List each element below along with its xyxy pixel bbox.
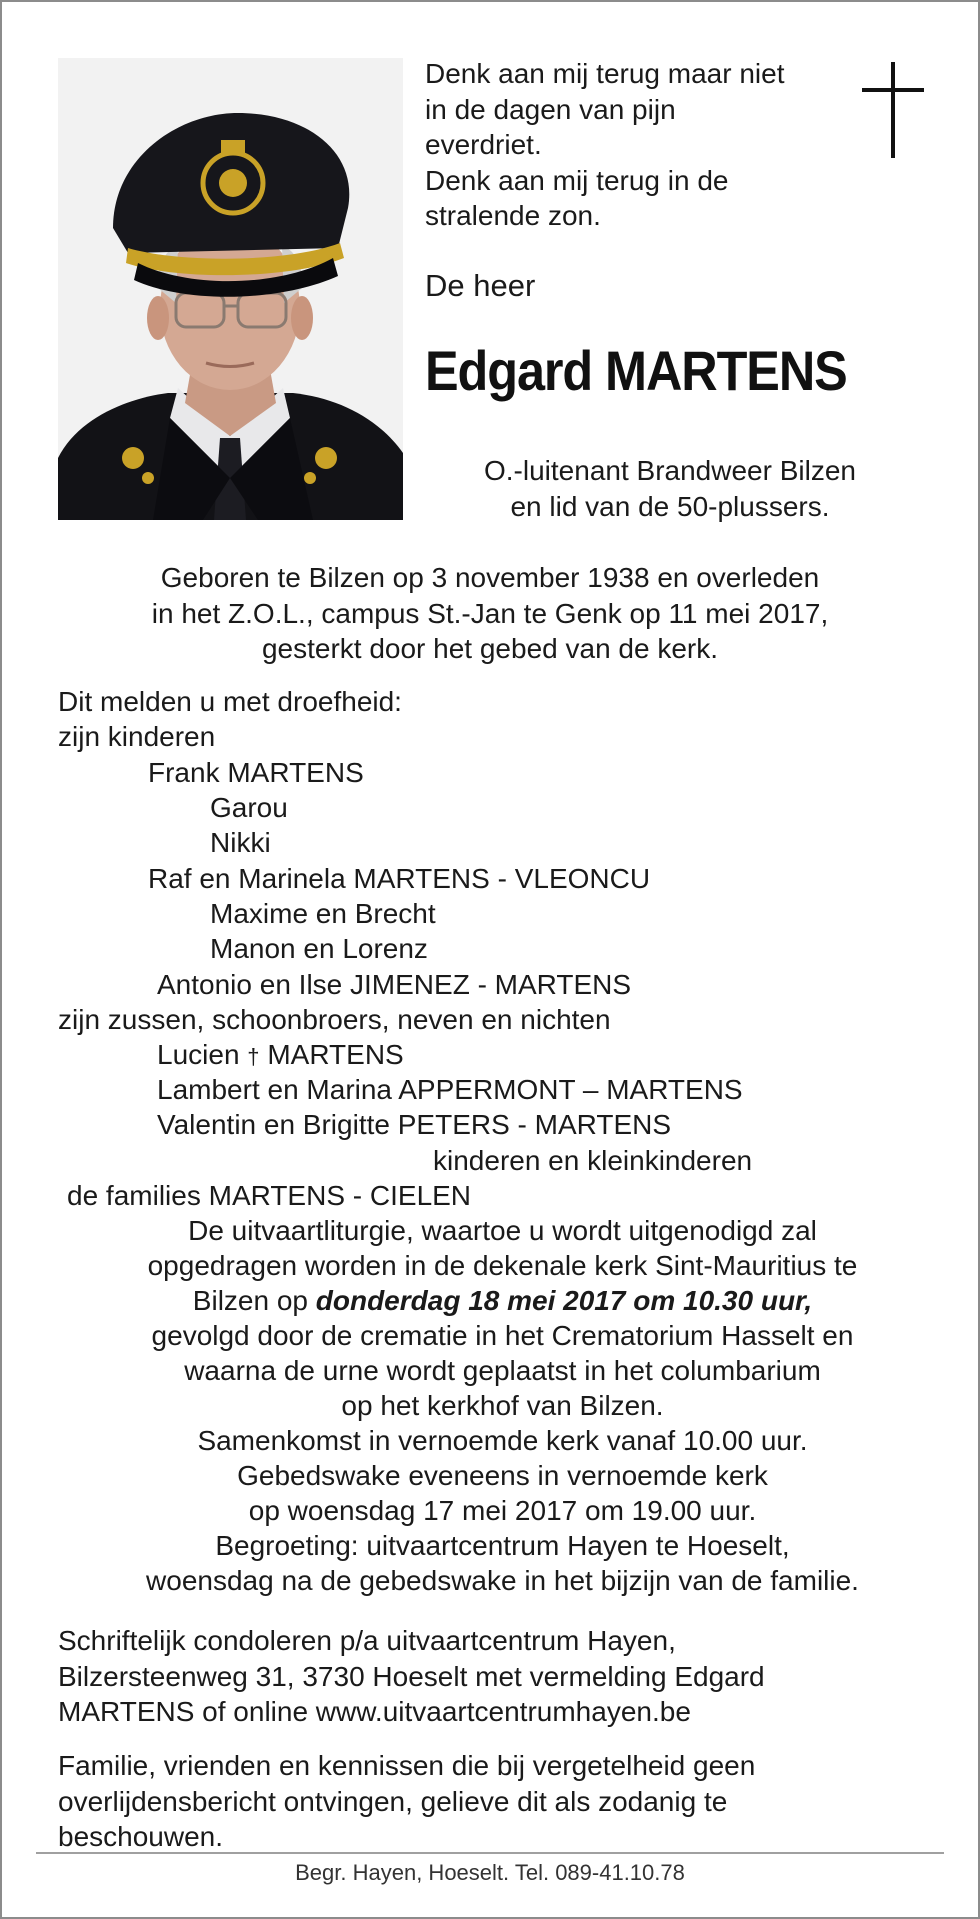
condolence-info bbox=[58, 1623, 948, 1730]
deceased-name: Edgard MARTENS bbox=[425, 339, 847, 402]
funeral-line-prefix: Bilzen op bbox=[192, 1285, 316, 1316]
title-line: en lid van de 50-plussers. bbox=[510, 490, 830, 522]
poem-line: Denk aan mij terug in de bbox=[425, 164, 729, 196]
funeral-line: woensdag na de gebedswake in het bijzijn van de familie. bbox=[146, 1565, 859, 1596]
portrait-photo bbox=[58, 58, 403, 520]
child-name: Raf en Marinela MARTENS - VLEONCU bbox=[148, 863, 651, 894]
funeral-line: op het kerkhof van Bilzen. bbox=[341, 1390, 664, 1421]
deceased-titles bbox=[430, 453, 910, 524]
siblings-children: kinderen en kleinkinderen bbox=[433, 1145, 753, 1176]
funeral-line: op woensdag 17 mei 2017 om 19.00 uur. bbox=[248, 1495, 757, 1526]
funeral-line bbox=[60, 1283, 945, 1318]
child-name: Frank MARTENS bbox=[148, 757, 364, 788]
poem-line: Denk aan mij terug maar niet bbox=[425, 58, 785, 89]
poem-line: stralende zon. bbox=[425, 200, 601, 231]
grandchild-name: Nikki bbox=[210, 827, 271, 858]
families-line: de families MARTENS - CIELEN bbox=[67, 1180, 472, 1211]
deceased-cross-mark: † bbox=[247, 1044, 260, 1069]
funeral-line: Gebedswake eveneens in vernoemde kerk bbox=[237, 1460, 768, 1491]
cross-icon bbox=[862, 62, 924, 158]
footer-divider bbox=[36, 1852, 944, 1854]
funeral-date: donderdag 18 mei 2017 om 10.30 uur, bbox=[315, 1285, 813, 1316]
grandchild-name: Garou bbox=[210, 792, 288, 823]
birth-death-line: gesterkt door het gebed van de kerk. bbox=[261, 633, 719, 664]
poem-line: in de dagen van pijn bbox=[425, 93, 676, 125]
notice-paragraph bbox=[58, 1748, 948, 1855]
salutation: De heer bbox=[425, 268, 536, 303]
sibling-last-name: MARTENS bbox=[267, 1039, 404, 1070]
condolence-line: Schriftelijk condoleren p/a uitvaartcentrum Hayen, bbox=[58, 1625, 676, 1656]
funeral-line: waarna de urne wordt geplaatst in het columbarium bbox=[184, 1355, 821, 1386]
sibling-name: Lambert en Marina APPERMONT – MARTENS bbox=[157, 1074, 743, 1105]
condolence-line: MARTENS of online www.uitvaartcentrumhayen.be bbox=[58, 1696, 691, 1727]
funeral-line: Begroeting: uitvaartcentrum Hayen te Hoeselt, bbox=[215, 1530, 790, 1561]
title-line: O.-luitenant Brandweer Bilzen bbox=[484, 455, 856, 486]
funeral-line: opgedragen worden in de dekenale kerk Sint-Mauritius te bbox=[147, 1250, 858, 1281]
funeral-line: De uitvaartliturgie, waartoe u wordt uitgenodigd zal bbox=[188, 1215, 817, 1246]
children-label: zijn kinderen bbox=[58, 721, 216, 752]
birth-death-line: in het Z.O.L., campus St.-Jan te Genk op 11 mei 2017, bbox=[151, 597, 829, 629]
birth-death-details bbox=[40, 560, 940, 667]
grandchild-name: Manon en Lorenz bbox=[210, 933, 428, 964]
birth-death-line: Geboren te Bilzen op 3 november 1938 en overleden bbox=[160, 562, 820, 593]
sibling-first-name: Lucien bbox=[157, 1039, 240, 1070]
funeral-line: gevolgd door de crematie in het Crematorium Hasselt en bbox=[151, 1320, 854, 1351]
poem-line: everdriet. bbox=[425, 129, 542, 160]
notice-line: overlijdensbericht ontvingen, gelieve dit als zodanig te bbox=[58, 1785, 728, 1817]
announce-line: Dit melden u met droefheid: bbox=[58, 686, 402, 717]
child-name: Antonio en Ilse JIMENEZ - MARTENS bbox=[157, 969, 632, 1000]
condolence-line: Bilzersteenweg 31, 3730 Hoeselt met vermelding Edgard bbox=[58, 1660, 765, 1692]
footer-credit: Begr. Hayen, Hoeselt. Tel. 089-41.10.78 bbox=[295, 1860, 685, 1885]
siblings-label: zijn zussen, schoonbroers, neven en nichten bbox=[58, 1004, 611, 1035]
funeral-line: Samenkomst in vernoemde kerk vanaf 10.00 uur. bbox=[197, 1425, 808, 1456]
sibling-name: Valentin en Brigitte PETERS - MARTENS bbox=[157, 1109, 672, 1140]
grandchild-name: Maxime en Brecht bbox=[210, 898, 436, 929]
notice-line: beschouwen. bbox=[58, 1821, 224, 1852]
notice-line: Familie, vrienden en kennissen die bij vergetelheid geen bbox=[58, 1750, 756, 1781]
sibling-name bbox=[157, 1037, 404, 1075]
funeral-details bbox=[60, 1213, 945, 1598]
memorial-poem bbox=[425, 56, 845, 234]
